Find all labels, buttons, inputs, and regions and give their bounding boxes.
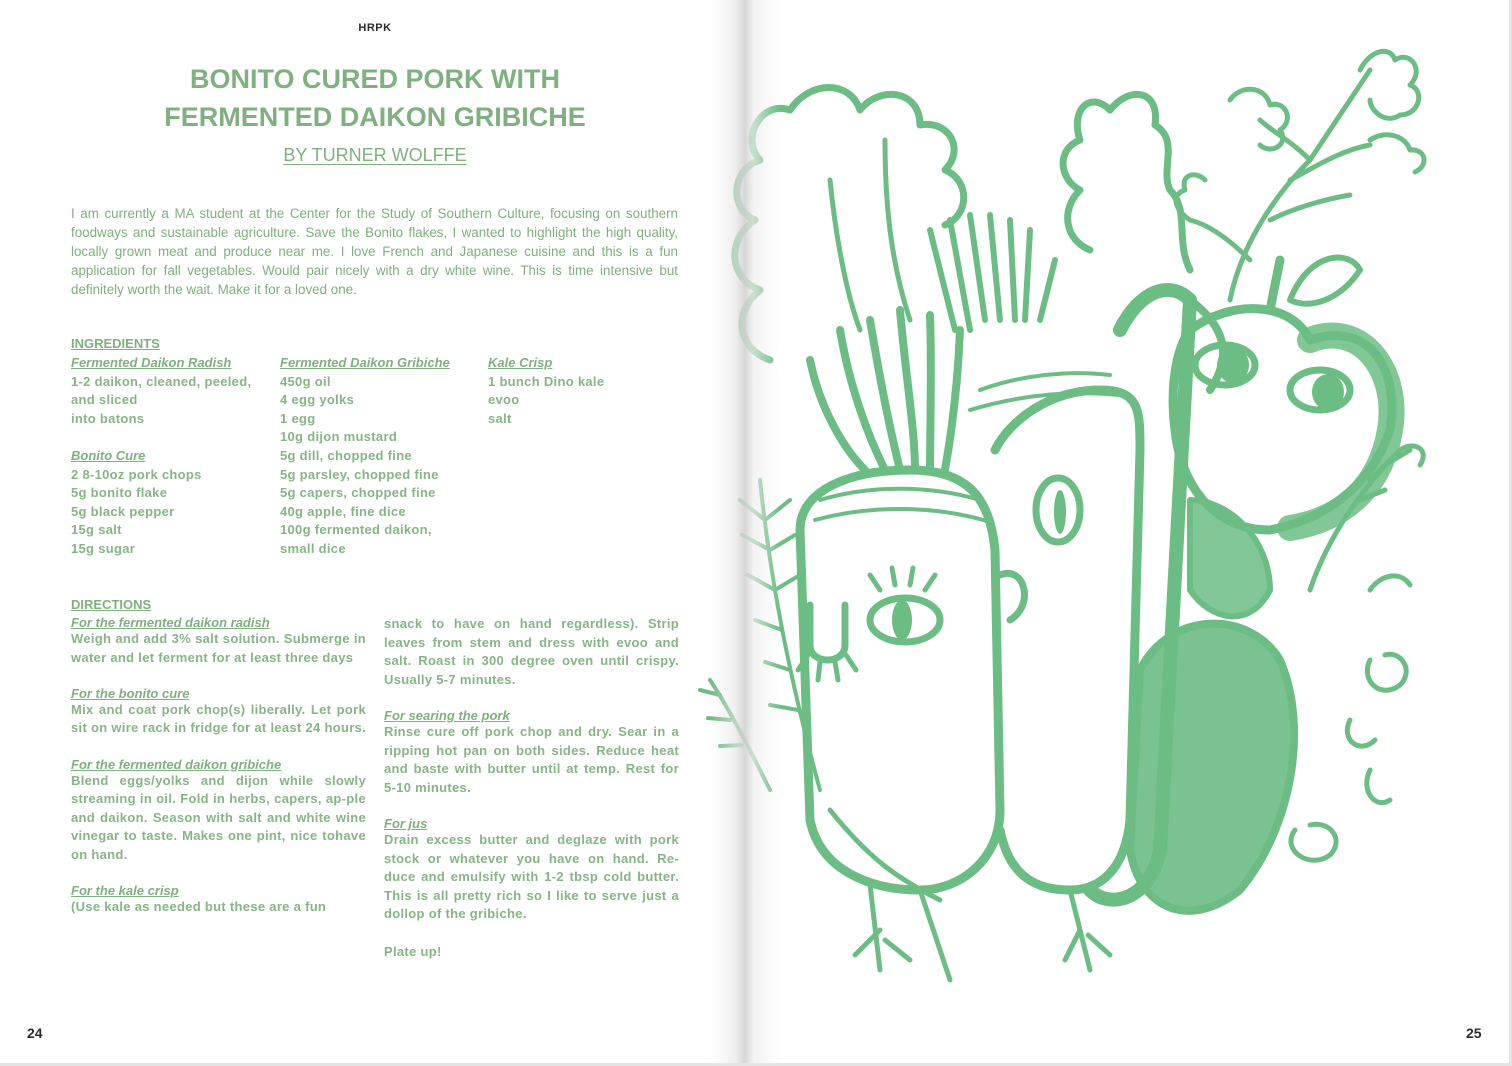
ingredient-item: 5g parsley, chopped fine: [280, 466, 439, 482]
step-label: For searing the pork: [384, 707, 510, 723]
intro-paragraph: I am currently a MA student at the Center for the Study of Southern Culture, focusing on southern foodways and sustainable agriculture. Save the Bonito flakes, I wanted to highlight the high quality, locally grown meat and produce near me. I love French and Japanese cuisine and this is a fun application for fall vegetables. Would pair nicely with a dry white wine. This is time intensive but definitely worth the wait. Make it for a loved one.: [71, 206, 678, 297]
ingredient-item: 4 egg yolks: [280, 392, 355, 408]
ingredient-item: 100g fermented daikon,: [280, 522, 432, 538]
ingredient-item: 1 egg: [280, 410, 316, 426]
directions-column-1: [71, 615, 366, 935]
ingredient-item: 5g black pepper: [71, 503, 175, 519]
step-label: For the fermented daikon radish: [71, 615, 270, 630]
directions-column-2: [384, 615, 679, 980]
ingredient-item: 10g dijon mustard: [280, 429, 398, 445]
page-number-right: 25: [1466, 1025, 1482, 1041]
left-page: [0, 0, 740, 1066]
step-text: Blend eggs/yolks and dijon while slowly streaming in oil. Fold in herbs, capers, ap-ple and daikon. Season with salt and white wine vinegar to taste. Makes one pint, nice tohave on hand.: [71, 772, 366, 862]
ingredients-column-1: [71, 354, 276, 559]
step-text: Drain excess butter and deglaze with pork stock or whatever you have on hand. Re-duce and emulsify with 1-2 tbsp cold butter. This is all pretty rich so I like to serve just a dollop of the gribiche.: [384, 831, 679, 922]
direction-closing: [384, 943, 679, 962]
step-label: For the kale crisp: [71, 883, 179, 899]
ingredient-item: 40g apple, fine dice: [280, 503, 406, 519]
ingredient-item: 2 8-10oz pork chops: [71, 466, 202, 482]
step-text: Rinse cure off pork chop and dry. Sear in a ripping hot pan on both sides. Reduce heat and baste with butter until at temp. Rest for 5-10 minutes.: [384, 723, 679, 795]
step-label: For the fermented daikon gribiche: [71, 756, 282, 772]
step-text: (Use kale as needed but these are a fun: [71, 899, 327, 915]
subheading-bonito-cure: Bonito Cure: [71, 447, 146, 463]
page-number-left: 24: [27, 1025, 43, 1041]
direction-step: [71, 757, 366, 865]
ingredient-item: 1 bunch Dino kale: [488, 373, 605, 389]
step-text: snack to have on hand regardless). Strip leaves from stem and dress with evoo and salt. Roast in 300 degree oven until crispy. Usually 5-7 minutes.: [384, 616, 679, 687]
ingredients-column-3: [488, 354, 688, 428]
ingredient-item: 450g oil: [280, 373, 331, 389]
ingredient-item: 1-2 daikon, cleaned, peeled,: [71, 373, 252, 389]
direction-step-continued: [384, 615, 679, 689]
subheading-fermented-daikon-radish: Fermented Daikon Radish: [71, 355, 232, 370]
ingredients-heading: INGREDIENTS: [71, 336, 160, 351]
title-line-1: BONITO CURED PORK WITH: [190, 64, 560, 94]
ingredient-item: small dice: [280, 540, 346, 556]
ingredient-item: 5g capers, chopped fine: [280, 485, 436, 501]
ingredient-item: 15g sugar: [71, 540, 136, 556]
step-text: Plate up!: [384, 943, 442, 959]
ingredient-item: evoo: [488, 392, 520, 408]
step-text: Mix and coat pork chop(s) liberally. Let pork sit on wire rack in fridge for at least 24 hours.: [71, 701, 366, 736]
recipe-title: [0, 60, 750, 136]
magazine-brand: HRPK: [358, 22, 392, 34]
ingredient-item: salt: [488, 410, 512, 426]
step-label: For the bonito cure: [71, 685, 190, 701]
ingredient-item: 5g bonito flake: [71, 485, 168, 501]
direction-step: [384, 708, 679, 797]
subheading-kale-crisp: Kale Crisp: [488, 355, 553, 370]
step-label: For jus: [384, 815, 428, 831]
vegetable-illustration-icon: [670, 30, 1470, 1020]
direction-step: [71, 615, 366, 667]
ingredients-column-2: [280, 354, 480, 559]
step-text: Weigh and add 3% salt solution. Submerge in water and let ferment for at least three days: [71, 631, 366, 665]
author-byline: BY TURNER WOLFFE: [283, 145, 467, 165]
title-line-2: FERMENTED DAIKON GRIBICHE: [164, 102, 586, 132]
direction-step: [71, 686, 366, 738]
ingredient-item: and sliced: [71, 392, 138, 408]
subheading-fermented-daikon-gribiche: Fermented Daikon Gribiche: [280, 355, 450, 370]
ingredient-item: 15g salt: [71, 522, 122, 538]
ingredient-item: 5g dill, chopped fine: [280, 447, 412, 463]
direction-step: [71, 883, 366, 917]
direction-step: [384, 816, 679, 924]
directions-heading: DIRECTIONS: [71, 597, 152, 612]
ingredient-item: into batons: [71, 410, 145, 426]
